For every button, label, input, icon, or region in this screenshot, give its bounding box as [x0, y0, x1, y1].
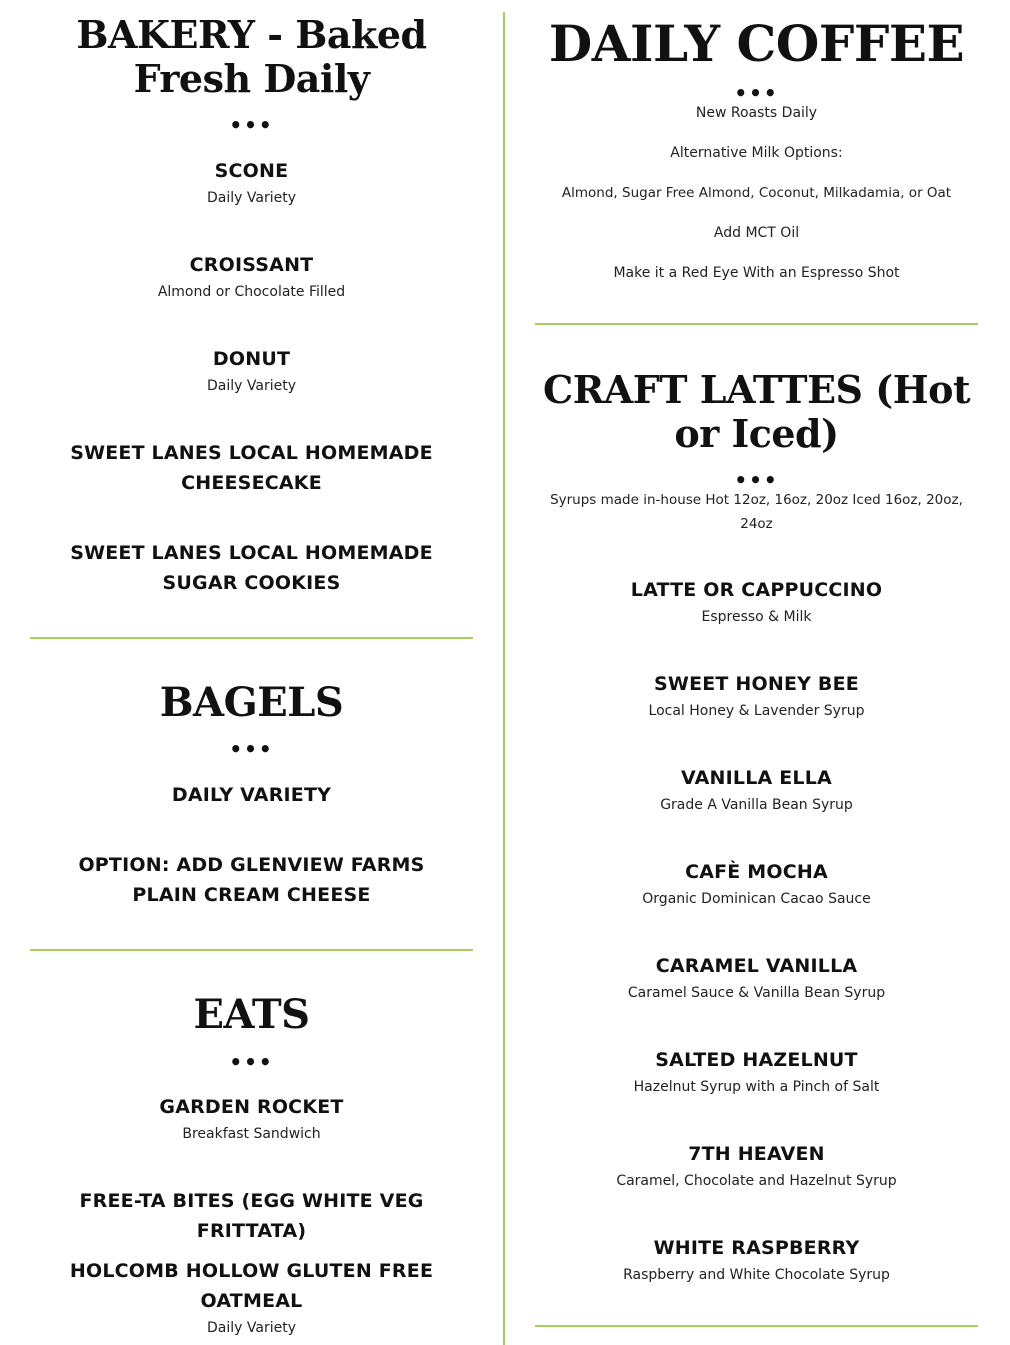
section-separator: [30, 637, 473, 639]
latte-item-vanilla-ella-name: VANILLA ELLA: [681, 767, 832, 789]
latte-item-white-raspberry-desc: Raspberry and White Chocolate Syrup: [623, 1267, 890, 1283]
eats-item-garden-rocket-desc: Breakfast Sandwich: [182, 1126, 321, 1142]
latte-item-7th-heaven-name: 7TH HEAVEN: [688, 1143, 825, 1165]
eats-item-oatmeal-desc: Daily Variety: [207, 1320, 296, 1336]
coffee-line-alt-milk-heading: Alternative Milk Options:: [670, 145, 843, 161]
section-separator: [535, 1325, 978, 1327]
latte-item-sweet-honey-bee-name: SWEET HONEY BEE: [654, 673, 859, 695]
lattes-title: CRAFT LATTES (Hot or Iced): [542, 367, 971, 456]
right-column: [535, 0, 978, 1345]
section-separator: [535, 323, 978, 325]
latte-item-salted-hazelnut-desc: Hazelnut Syrup with a Pinch of Salt: [633, 1079, 880, 1095]
lattes-divider-dots: •••: [734, 468, 779, 492]
bagels-divider-dots: •••: [229, 737, 274, 761]
bakery-item-scone-name: SCONE: [214, 160, 289, 182]
coffee-title: DAILY COFFEE: [548, 14, 965, 73]
left-column: [30, 0, 473, 1345]
bagels-item-daily-variety-name: DAILY VARIETY: [171, 784, 332, 806]
bakery-item-croissant-desc: Almond or Chocolate Filled: [157, 284, 346, 300]
eats-item-free-ta-bites-name: FREE-TA BITES (EGG WHITE VEG FRITTATA): [79, 1190, 424, 1242]
bakery-title: BAKERY - Baked Fresh Daily: [76, 12, 427, 101]
bakery-item-donut-name: DONUT: [212, 348, 291, 370]
latte-item-7th-heaven-desc: Caramel, Chocolate and Hazelnut Syrup: [616, 1173, 897, 1189]
eats-item-garden-rocket-name: GARDEN ROCKET: [159, 1096, 344, 1118]
eats-divider-dots: •••: [229, 1050, 274, 1074]
coffee-line-milk-options: Almond, Sugar Free Almond, Coconut, Milkadamia, or Oat: [561, 185, 952, 201]
latte-item-salted-hazelnut-name: SALTED HAZELNUT: [655, 1049, 858, 1071]
latte-item-white-raspberry-name: WHITE RASPBERRY: [653, 1237, 860, 1259]
eats-item-oatmeal-name: HOLCOMB HOLLOW GLUTEN FREE OATMEAL: [69, 1260, 434, 1312]
bakery-divider-dots: •••: [229, 113, 274, 137]
latte-item-latte-or-cappuccino-name: LATTE OR CAPPUCCINO: [630, 579, 883, 601]
bakery-item-croissant-name: CROISSANT: [189, 254, 314, 276]
bakery-item-scone-desc: Daily Variety: [207, 190, 296, 206]
latte-item-cafe-mocha-name: CAFÈ MOCHA: [685, 861, 828, 883]
latte-item-sweet-honey-bee-desc: Local Honey & Lavender Syrup: [648, 703, 865, 719]
latte-item-caramel-vanilla-desc: Caramel Sauce & Vanilla Bean Syrup: [627, 985, 886, 1001]
latte-item-caramel-vanilla-name: CARAMEL VANILLA: [655, 955, 858, 977]
eats-title: EATS: [193, 991, 310, 1038]
bagels-title: BAGELS: [159, 679, 344, 726]
latte-item-cafe-mocha-desc: Organic Dominican Cacao Sauce: [642, 891, 871, 907]
coffee-line-new-roasts: New Roasts Daily: [695, 105, 818, 121]
latte-item-vanilla-ella-desc: Grade A Vanilla Bean Syrup: [660, 797, 853, 813]
section-separator: [30, 949, 473, 951]
lattes-sizes-note: Syrups made in-house Hot 12oz, 16oz, 20oz Iced 16oz, 20oz, 24oz: [550, 492, 963, 532]
coffee-line-red-eye: Make it a Red Eye With an Espresso Shot: [613, 265, 900, 281]
coffee-line-mct-oil: Add MCT Oil: [713, 225, 800, 241]
coffee-divider-dots: •••: [734, 81, 779, 105]
column-divider: [503, 12, 505, 1345]
bagels-item-cream-cheese-name: OPTION: ADD GLENVIEW FARMS PLAIN CREAM CHEESE: [78, 854, 425, 906]
latte-item-latte-or-cappuccino-desc: Espresso & Milk: [701, 609, 812, 625]
bakery-item-sugar-cookies-name: SWEET LANES LOCAL HOMEMADE SUGAR COOKIES: [70, 542, 433, 594]
bakery-item-cheesecake-name: SWEET LANES LOCAL HOMEMADE CHEESECAKE: [70, 442, 433, 494]
bakery-item-donut-desc: Daily Variety: [207, 378, 296, 394]
